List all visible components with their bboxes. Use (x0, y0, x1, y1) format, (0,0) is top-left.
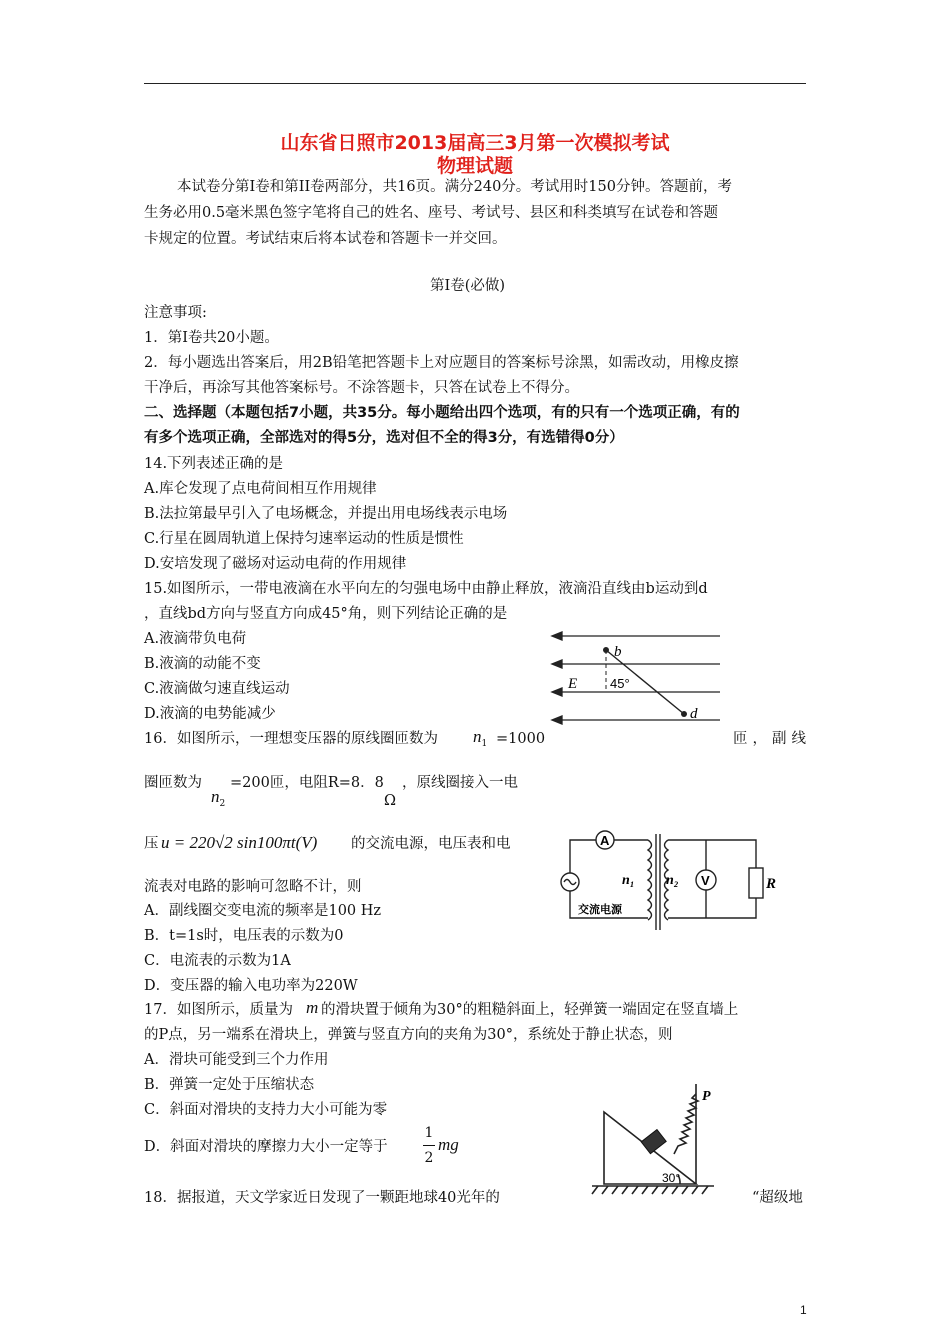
q16-stem: 匝，副线 (733, 731, 811, 747)
q16-stem: 16．如图所示，一理想变压器的原线圈匝数为 (144, 731, 438, 747)
n1-label: n₁ (622, 873, 635, 888)
n2-symbol: $n_2$ (211, 787, 226, 809)
q17-option-a: A．滑块可能受到三个力作用 (144, 1052, 329, 1068)
q15-option-d: D.液滴的电势能减少 (144, 706, 276, 722)
intro-line: 生务必用0.5毫米黑色签字笔将自己的姓名、座号、考试号、县区和科类填写在试卷和答题 (144, 205, 719, 221)
q14-stem: 14.下列表述正确的是 (144, 456, 284, 472)
q17-option-b: B．弹簧一定处于压缩状态 (144, 1077, 315, 1093)
q14-option-d: D.安培发现了磁场对运动电荷的作用规律 (144, 556, 407, 572)
notice-item: 2．每小题选出答案后，用2B铅笔把答题卡上对应题目的答案标号涂黑，如需改动，用橡皮擦 (144, 355, 739, 371)
q16-transformer-figure (556, 826, 788, 932)
q14-option-b: B.法拉第最早引入了电场概念，并提出用电场线表示电场 (144, 506, 508, 522)
intro-line: 卡规定的位置。考试结束后将本试卷和答题卡一并交回。 (144, 231, 507, 247)
q17-stem: 的P点，另一端系在滑块上，弹簧与竖直方向的夹角为30°，系统处于静止状态，则 (144, 1027, 673, 1043)
n2-label: n₂ (666, 873, 679, 888)
q15-electric-field-figure (548, 628, 728, 738)
voltmeter-label: V (701, 873, 710, 888)
q17-incline-figure (588, 1080, 718, 1200)
q15-option-a: A.液滴带负电荷 (144, 631, 247, 647)
q16-stem: 圈匝数为 (144, 775, 202, 791)
q16-stem: ，原线圈接入一电 (402, 775, 518, 791)
n1-value: =1000 (496, 731, 546, 747)
n2-value: =200匝，电阻R=8．8 (230, 775, 384, 791)
exam-subtitle: 物理试题 (436, 155, 513, 177)
intro-line: 本试卷分第Ⅰ卷和第II卷两部分，共16页。满分240分。考试用时150分钟。答题前，考 (177, 179, 732, 195)
q17-option-d: D．斜面对滑块的摩擦力大小一定等于 (144, 1139, 388, 1155)
ac-source-label: 交流电源 (578, 903, 622, 916)
q17-stem: 17．如图所示，质量为 (144, 1002, 293, 1018)
q15-option-c: C.液滴做匀速直线运动 (144, 681, 290, 697)
notice-title: 注意事项: (144, 305, 207, 321)
q15-option-b: B.液滴的动能不变 (144, 656, 261, 672)
q14-option-c: C.行星在圆周轨道上保持匀速率运动的性质是惯性 (144, 531, 464, 547)
q17-stem: 的滑块置于倾角为30°的粗糙斜面上，轻弹簧一端固定在竖直墙上 (321, 1002, 739, 1018)
q16-stem: 流表对电路的影响可忽略不计，则 (144, 879, 362, 895)
q18-stem: 18．据报道，天文学家近日发现了一颗距地球40光年的 (144, 1190, 500, 1206)
voltage-formula: u = 220√2 sin100πt(V) (161, 833, 318, 852)
header-rule (144, 83, 806, 84)
q16-option-c: C．电流表的示数为1A (144, 953, 291, 969)
fraction-denominator: 2 (424, 1150, 434, 1166)
q16-option-d: D．变压器的输入电功率为220W (144, 978, 358, 994)
part-heading: 有多个选项正确，全部选对的得5分，选对但不全的得3分，有选错得0分） (144, 430, 624, 446)
section-heading: 第Ⅰ卷(必做) (430, 278, 506, 294)
notice-item: 干净后，再涂写其他答案标号。不涂答题卡，只答在试卷上不得分。 (144, 380, 579, 396)
label-p: P (702, 1089, 711, 1104)
n1-symbol: $n_1$ (473, 727, 488, 749)
label-angle: 30° (662, 1171, 681, 1185)
resistor-label: R (766, 876, 777, 892)
exam-title: 山东省日照市2013届高三3月第一次模拟考试 (280, 132, 670, 154)
omega-symbol: Ω (384, 793, 397, 809)
label-b: b (614, 644, 622, 660)
label-e: E (568, 676, 578, 692)
notice-item: 1．第Ⅰ卷共20小题。 (144, 330, 279, 346)
part-heading: 二、选择题（本题包括7小题，共35分。每小题给出四个选项，有的只有一个选项正确，有的 (144, 405, 740, 421)
fraction-bar (423, 1145, 435, 1146)
q16-option-a: A．副线圈交变电流的频率是100 Hz (144, 903, 382, 919)
page-number: 1 (800, 1303, 807, 1317)
q17-option-c: C．斜面对滑块的支持力大小可能为零 (144, 1102, 388, 1118)
fraction-numerator: 1 (424, 1125, 434, 1141)
label-d: d (690, 706, 698, 722)
q18-stem: “超级地 (752, 1190, 803, 1206)
q16-stem: 压 (144, 836, 159, 852)
q16-option-b: B．t=1s时，电压表的示数为0 (144, 928, 344, 944)
q14-option-a: A.库仑发现了点电荷间相互作用规律 (144, 481, 377, 497)
q16-stem: 的交流电源，电压表和电 (351, 836, 511, 852)
q15-stem: 15.如图所示，一带电液滴在水平向左的匀强电场中由静止释放，液滴沿直线由b运动到d (144, 581, 708, 597)
label-angle: 45° (610, 676, 630, 691)
mass-symbol: m (306, 998, 319, 1017)
mg-symbol: mg (438, 1135, 459, 1154)
ammeter-label: A (600, 833, 610, 848)
q15-stem: ，直线bd方向与竖直方向成45°角，则下列结论正确的是 (144, 606, 508, 622)
